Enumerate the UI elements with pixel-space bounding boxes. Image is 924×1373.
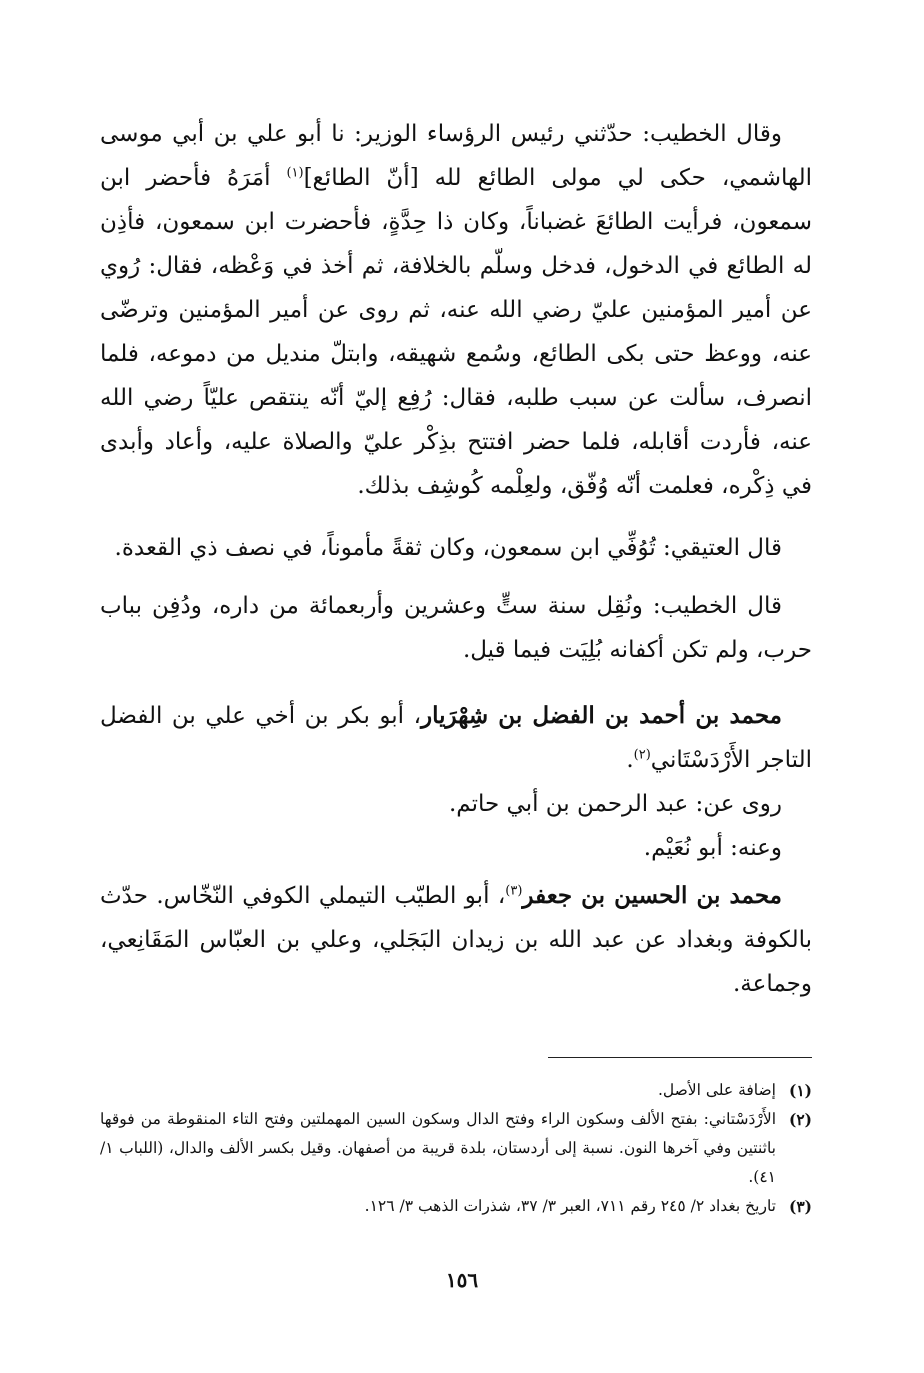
- footnotes: [100, 1076, 812, 1221]
- entry-end: .: [626, 747, 634, 773]
- paragraph-atiqi: [100, 526, 812, 570]
- entry-abu-tayyib: [100, 874, 812, 1006]
- page-body: [100, 112, 812, 1006]
- entry-name: محمد بن أحمد بن الفضل بن شِهْرَيار: [421, 702, 783, 729]
- footnote-2: [100, 1105, 812, 1192]
- footnote-text: إضافة على الأصل.: [657, 1081, 776, 1099]
- footnote-divider: [548, 1057, 812, 1058]
- paragraph-text: أمَرَهُ فأحضر ابن سمعون، فرأيت الطائعَ غضباناً، وكان ذا حِدَّةٍ، فأحضرت ابن سمعون، فأذِن له الطائع في الدخول، فدخل وسلّم بالخلافة، ثم أخذ في وَعْظه، فقال: رُوي عن أمير المؤمنين عليّ رضي الله عنه، ثم روى عن أمير المؤمنين وترضّى عنه، ووعظ حتى بكى الطائع، وسُمع شهيقه، وابتلّ منديل من دموعه، فلما انصرف، سألت عن سبب طلبه، فقال: رُفِع إليّ أنّه ينتقص عليّاً رضي الله عنه، فأردت أقابله، فلما حضر افتتح بذِكْر عليّ والصلاة عليه، وأعاد وأبدى في ذِكْره، فعلمت أنّه وُفّق، ولعِلْمه كُوشِف بذلك.: [100, 165, 812, 499]
- paragraph-text: قال الخطيب: ونُقِل سنة ستٍّ وعشرين وأربعمائة من داره، ودُفِن بباب حرب، ولم تكن أكفانه بُلِيَت فيما قيل.: [100, 593, 812, 663]
- entry-name: محمد بن الحسين بن جعفر: [522, 882, 782, 909]
- footnote-ref-3[interactable]: (٣): [505, 883, 523, 899]
- entry-ibn-shahriyar: [100, 694, 812, 782]
- footnote-text: تاريخ بغداد ٢/ ٢٤٥ رقم ٧١١، العبر ٣/ ٣٧، شذرات الذهب ٣/ ١٢٦.: [364, 1197, 776, 1215]
- paragraph-khatib-burial: [100, 584, 812, 672]
- footnote-number: (١): [788, 1081, 812, 1100]
- entry-text: ، أبو الطيّب التيملي الكوفي النّخّاس. حدّث بالكوفة وبغداد عن عبد الله بن زيدان البَجَلي، وعلي بن العبّاس المَقَانِعي، وجماعة.: [100, 883, 812, 997]
- footnote-ref-1[interactable]: (١): [286, 165, 304, 181]
- footnote-text: الأَرْدَسْتاني: بفتح الألف وسكون الراء وفتح الدال وسكون السين المهملتين وفتح التاء المنقوطة من فوقها باثنتين وفي آخرها النون. نسبة إلى أردستان، بلدة قريبة من أصفهان. وقيل بكسر الألف والدال، (اللباب ١/ ٤١).: [100, 1110, 776, 1186]
- footnote-number: (٣): [788, 1197, 812, 1216]
- footnote-3: [100, 1192, 812, 1221]
- paragraph-khatib-story: [100, 112, 812, 508]
- footnote-ref-2[interactable]: (٢): [633, 747, 651, 763]
- footnote-1: [100, 1076, 812, 1105]
- entry-narrated-from: روى عن: عبد الرحمن بن أبي حاتم.: [448, 791, 782, 817]
- footnote-number: (٢): [788, 1110, 812, 1129]
- entry-narrated-by: وعنه: أبو نُعَيْم.: [643, 835, 782, 861]
- page-number: ١٥٦: [445, 1268, 479, 1292]
- entry-text: ، أبو بكر بن أخي علي بن الفضل التاجر الأَرْدَسْتَاني: [100, 703, 812, 773]
- paragraph-text: وقال الخطيب: حدّثني رئيس الرؤساء الوزير: نا أبو علي بن أبي موسى الهاشمي، حكى لي مولى الطائع لله [أنّ الطائع]: [100, 121, 812, 191]
- paragraph-text: قال العتيقي: تُوُفِّي ابن سمعون، وكان ثقةً مأموناً، في نصف ذي القعدة.: [114, 535, 782, 561]
